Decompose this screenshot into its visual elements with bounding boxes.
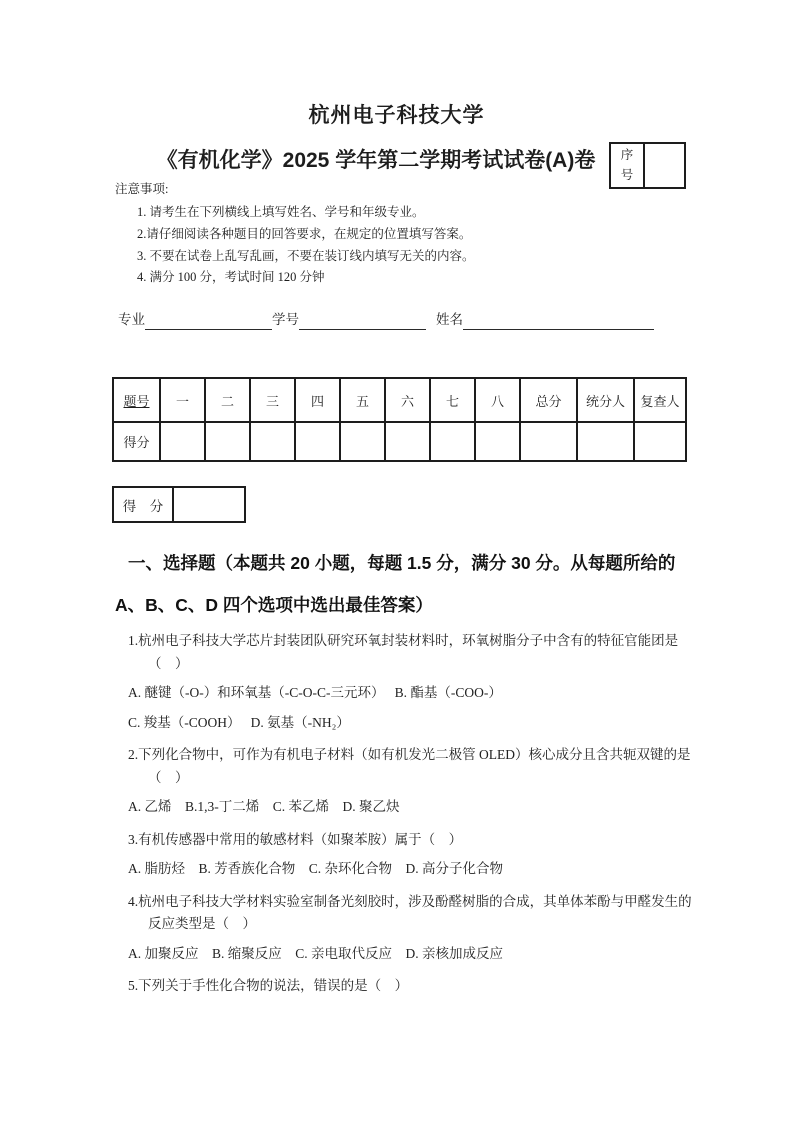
- question-2-options-line-1: A. 乙烯 B.1,3-丁二烯 C. 苯乙烯 D. 聚乙炔: [128, 799, 400, 814]
- score-cell-4: [295, 422, 340, 461]
- score-table-header-question-no: 题号: [113, 378, 160, 422]
- exam-title: 《有机化学》2025 学年第二学期考试试卷(A)卷: [156, 149, 596, 172]
- score-cell-tallier: [577, 422, 634, 461]
- question-1-options-line-1: A. 醚键（-O-）和环氧基（-C-O-C-三元环） B. 酯基（-COO-）: [128, 685, 502, 700]
- section-score-box: [112, 486, 246, 523]
- notice-item-4: 4. 满分 100 分，考试时间 120 分钟: [137, 270, 325, 285]
- score-table-header-7: 七: [430, 378, 475, 422]
- notice-section: [115, 181, 690, 289]
- question-3-options-line-1: A. 脂肪烃 B. 芳香族化合物 C. 杂环化合物 D. 高分子化合物: [128, 861, 504, 876]
- question-1-text: 1.杭州电子科技大学芯片封装团队研究环氧封装材料时，环氧树脂分子中含有的特征官能团是（ ）: [128, 633, 679, 671]
- score-cell-1: [160, 422, 205, 461]
- score-cell-reviewer: [634, 422, 686, 461]
- score-cell-5: [340, 422, 385, 461]
- question-1-options-line-2: C. 羧基（-COOH） D. 氨基（-NH₂）: [128, 714, 350, 730]
- notice-item-2: 2.请仔细阅读各种题目的回答要求，在规定的位置填写答案。: [137, 226, 472, 241]
- question-2-text: 2.下列化合物中，可作为有机电子材料（如有机发光二极管 OLED）核心成分且含共轭双键的是（ ）: [128, 747, 691, 785]
- question-4-text: 4.杭州电子科技大学材料实验室制备光刻胶时，涉及酚醛树脂的合成，其单体苯酚与甲醛发生的反应类型是（ ）: [128, 893, 692, 931]
- notice-item-1: 1. 请考生在下列横线上填写姓名、学号和年级专业。: [137, 205, 425, 219]
- score-table-header-4: 四: [295, 378, 340, 422]
- section-1-heading: 一、选择题（本题共 20 小题，每题 1.5 分，满分 30 分。从每题所给的 A、B、C、D 四个选项中选出最佳答案）: [115, 553, 676, 615]
- question-4-options-line-1: A. 加聚反应 B. 缩聚反应 C. 亲电取代反应 D. 亲核加成反应: [128, 945, 504, 961]
- notice-item-3: 3. 不要在试卷上乱写乱画，不要在装订线内填写无关的内容。: [137, 248, 475, 263]
- question-3-text: 3.有机传感器中常用的敏感材料（如聚苯胺）属于（ ）: [128, 831, 463, 847]
- question-5-text: 5.下列关于手性化合物的说法，错误的是（ ）: [128, 978, 409, 993]
- university-title: 杭州电子科技大学: [308, 104, 485, 127]
- score-row-label: 得分: [113, 422, 160, 461]
- score-table-header-5: 五: [340, 378, 385, 422]
- score-cell-3: [250, 422, 295, 461]
- score-table-header-reviewer: 复查人: [634, 378, 686, 422]
- score-cell-8: [475, 422, 520, 461]
- score-cell-total: [520, 422, 577, 461]
- student-id-label: 学号: [272, 312, 299, 327]
- student-id-blank-line: [299, 311, 426, 330]
- question-1: [128, 630, 697, 734]
- score-cell-2: [205, 422, 250, 461]
- score-summary-table: [112, 377, 687, 462]
- score-table-header-1: 一: [160, 378, 205, 422]
- student-info-line: [118, 310, 678, 330]
- question-3: [128, 829, 697, 881]
- score-table-header-8: 八: [475, 378, 520, 422]
- score-box-label: 得 分: [114, 488, 174, 521]
- serial-label-line-2: 号: [620, 168, 634, 182]
- score-table-header-tallier: 统分人: [577, 378, 634, 422]
- name-label: 姓名: [436, 312, 463, 327]
- score-table-header-total: 总分: [520, 378, 577, 422]
- question-5: [128, 975, 697, 998]
- score-table-header-6: 六: [385, 378, 430, 422]
- score-table-header-2: 二: [205, 378, 250, 422]
- major-blank-line: [145, 311, 272, 330]
- score-table-header-3: 三: [250, 378, 295, 422]
- score-cell-7: [430, 422, 475, 461]
- section-1: [115, 542, 697, 998]
- question-2: [128, 744, 697, 819]
- major-label: 专业: [118, 312, 145, 327]
- score-cell-6: [385, 422, 430, 461]
- name-blank-line: [463, 311, 654, 330]
- question-4: [128, 891, 697, 966]
- serial-label-line-1: 序: [620, 148, 634, 162]
- score-box-value: [174, 488, 244, 521]
- notice-title: 注意事项:: [115, 182, 169, 196]
